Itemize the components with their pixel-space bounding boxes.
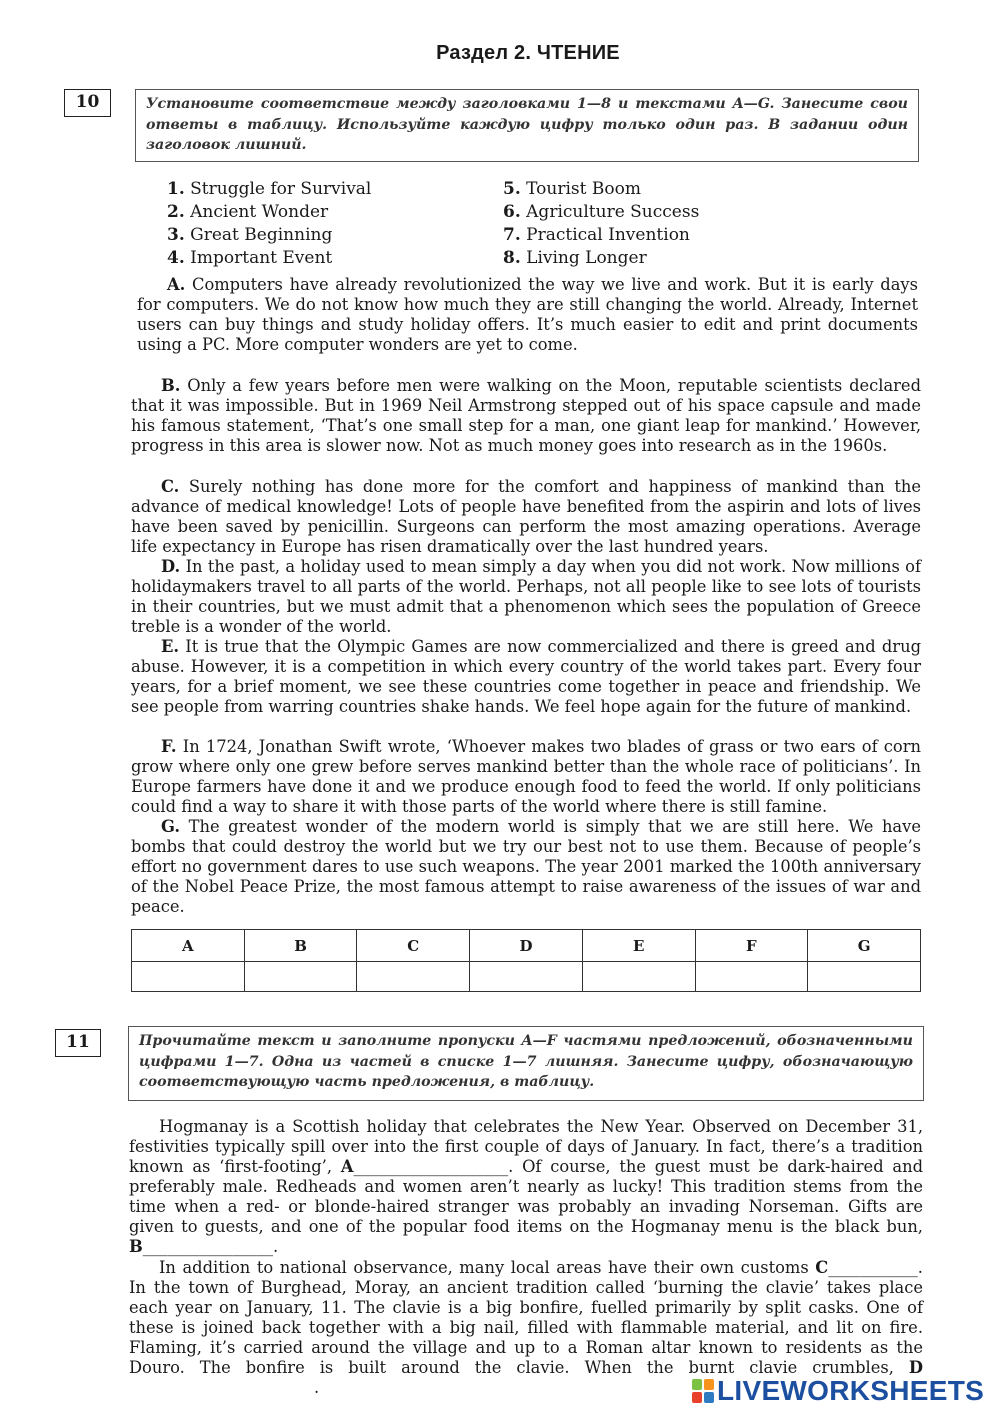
answer-cell-a[interactable] (132, 962, 245, 992)
heading-item: 3. Great Beginning (167, 225, 333, 245)
text-e: E. It is true that the Olympic Games are now commercialized and there is greed and drug abuse. However, it is a competition in which every country of the world takes part. Every four years, for a brief moment, we see these countries come together in peace and friendship. We see people from warring countries shake hands. We feel hope again for the future of mankind. (131, 637, 921, 716)
gap-b-blank[interactable]: ________________ (142, 1237, 274, 1256)
gap-c-label: C (815, 1258, 829, 1277)
text-g: G. The greatest wonder of the modern world is simply that we are still here. We have bombs that could destroy the world but we try our best not to use them. Because of people’s effort no government dares to use such weapons. The year 2001 marked the 100th anniversary of the Nobel Peace Prize, the most famous attempt to raise awareness of the issues of war and peace. (131, 817, 921, 916)
task-10-instruction: Установите соответствие между заголовками 1—8 и текстами A—G. Занесите свои ответы в таблицу. Используйте каждую цифру только один раз. В задании один заголовок лишний. (135, 89, 919, 162)
answer-table (131, 929, 921, 992)
liveworksheets-logo (692, 1374, 984, 1408)
gap-b-label: B (129, 1237, 143, 1256)
table-header-cell: B (244, 930, 357, 962)
answer-cell-d[interactable] (470, 962, 583, 992)
text-c: C. Surely nothing has done more for the comfort and happiness of mankind than the advance of medical knowledge! Lots of people have benefited from the aspirin and lots of lives have been saved by penicillin. Surgeons can perform the most amazing operations. Average life expectancy in Europe has risen dramatically over the last hundred years. (131, 477, 921, 556)
section-title: Раздел 2. ЧТЕНИЕ (436, 42, 620, 64)
table-header-cell: A (132, 930, 245, 962)
gap-a-label: A (340, 1157, 354, 1176)
heading-item: 4. Important Event (167, 248, 333, 268)
headings-col-2 (503, 178, 699, 270)
table-header-cell: F (695, 930, 808, 962)
headings-col-1 (167, 178, 371, 270)
answer-cell-b[interactable] (244, 962, 357, 992)
text-d: D. In the past, a holiday used to mean simply a day when you did not work. Now millions of holidaymakers travel to all parts of the world. Perhaps, not all people like to see lots of tourists in their countries, but we must admit that a phenomenon which sees the population of Greece treble is a wonder of the world. (131, 557, 921, 636)
heading-item: 1. Struggle for Survival (167, 179, 372, 199)
text-a: A. Computers have already revolutionized the way we live and work. But it is early days for computers. We do not know how much they are still changing the world. Already, Internet users can buy things and study holiday offers. It’s much easier to edit and print documents using a PC. More computer wonders are yet to come. (137, 275, 918, 354)
gap-a-blank[interactable]: ___________________ (353, 1157, 509, 1176)
heading-item: 8. Living Longer (503, 248, 647, 268)
task-10-number: 10 (64, 89, 111, 117)
hogmanay-paragraph-2: In addition to national observance, many local areas have their own customs C___________. In the town of Burghead, Moray, an ancient tradition called ‘burning the clavie’ takes place each year on January, 11. The clavie is a big bonfire, fuelled primarily by split casks. One of these is joined back together with a big nail, filled with flammable material, and lit on fire. Flaming, it’s carried around the village and up to a Roman altar known to residents as the Douro. The bonfire is built around the clavie. When the burnt clavie crumbles, D. (129, 1258, 923, 1397)
heading-item: 5. Tourist Boom (503, 179, 641, 199)
logo-grid-icon (692, 1379, 714, 1403)
text-b: B. Only a few years before men were walking on the Moon, reputable scientists declared that it was impossible. But in 1969 Neil Armstrong stepped out of his space capsule and made his famous statement, ‘That’s one small step for a man, one giant leap for mankind.’ However, progress in this area is slower now. Not as much money goes into research as in the 1960s. (131, 376, 921, 455)
task-11-instruction: Прочитайте текст и заполните пропуски A—F частями предложений, обозначенными цифрами 1—7. Одна из частей в списке 1—7 лишняя. Занесите цифру, обозначающую соответствующую часть предложения, в таблицу. (128, 1026, 924, 1101)
task-11-number: 11 (55, 1029, 101, 1057)
hogmanay-paragraph-1: Hogmanay is a Scottish holiday that celebrates the New Year. Observed on December 31, festivities typically spill over into the first couple of days of January. In fact, there’s a tradition known as ‘first-footing’, A___________________. Of course, the guest must be dark-haired and preferably male. Redheads and women aren’t nearly as lucky! This tradition stems from the time when a red- or blonde-haired stranger was probably an invading Norseman. Gifts are given to guests, and one of the popular food items on the Hogmanay menu is the black bun, B________________. (129, 1117, 923, 1256)
table-header-cell: E (582, 930, 695, 962)
table-header-cell: G (808, 930, 921, 962)
answer-cell-f[interactable] (695, 962, 808, 992)
table-header-cell: C (357, 930, 470, 962)
heading-item: 7. Practical Invention (503, 225, 690, 245)
answer-cell-c[interactable] (357, 962, 470, 992)
gap-c-blank[interactable]: ___________ (828, 1258, 918, 1277)
heading-item: 6. Agriculture Success (503, 202, 700, 222)
answer-cell-e[interactable] (582, 962, 695, 992)
heading-item: 2. Ancient Wonder (167, 202, 329, 222)
text-f: F. In 1724, Jonathan Swift wrote, ‘Whoever makes two blades of grass or two ears of corn grow where only one grew before serves mankind better than the whole race of politicians’. In Europe farmers have done it and we produce enough food to feed the world. If only politicians could find a way to share it with those parts of the world where there is still famine. (131, 737, 921, 816)
logo-text: LIVEWORKSHEETS (717, 1375, 985, 1406)
gap-d-label: D (908, 1358, 923, 1377)
answer-cell-g[interactable] (808, 962, 921, 992)
table-header-cell: D (470, 930, 583, 962)
